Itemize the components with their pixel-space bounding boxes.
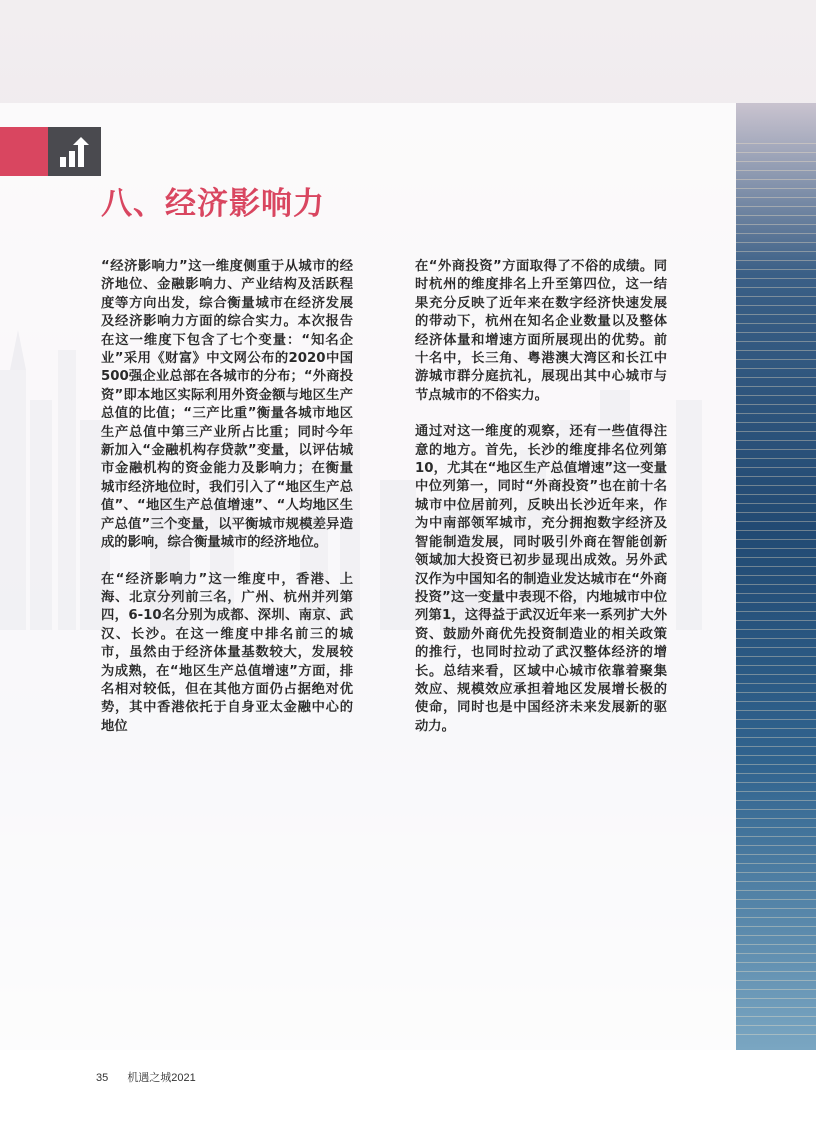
tower-floor-line: [736, 530, 816, 531]
tower-floor-line: [736, 557, 816, 558]
tower-floor-line: [736, 980, 816, 981]
tower-floor-line: [736, 611, 816, 612]
tower-floor-line: [736, 395, 816, 396]
tower-floor-line: [736, 782, 816, 783]
tower-floor-line: [736, 845, 816, 846]
tower-floor-line: [736, 656, 816, 657]
tower-floor-line: [736, 404, 816, 405]
tower-floor-line: [736, 305, 816, 306]
tower-floor-line: [736, 926, 816, 927]
page-footer: [96, 1069, 196, 1085]
tower-floor-line: [736, 854, 816, 855]
tower-floor-line: [736, 197, 816, 198]
tower-floor-line: [736, 665, 816, 666]
tower-floor-line: [736, 359, 816, 360]
tower-floor-line: [736, 233, 816, 234]
tower-floor-line: [736, 638, 816, 639]
tower-floor-line: [736, 179, 816, 180]
right-column: [415, 258, 667, 754]
tower-floor-line: [736, 386, 816, 387]
section-title: 八、经济影响力: [101, 186, 325, 222]
tower-floor-line: [736, 188, 816, 189]
tower-floor-line: [736, 692, 816, 693]
tower-floor-line: [736, 953, 816, 954]
tower-floor-line: [736, 278, 816, 279]
tower-floor-line: [736, 242, 816, 243]
tower-floor-line: [736, 989, 816, 990]
tower-floor-line: [736, 908, 816, 909]
tower-floor-line: [736, 206, 816, 207]
bar-chart-growth-icon: [58, 135, 92, 169]
tower-floor-line: [736, 368, 816, 369]
tower-floor-line: [736, 431, 816, 432]
tower-floor-line: [736, 1016, 816, 1017]
tower-floor-line: [736, 935, 816, 936]
tower-photo-strip: [736, 103, 816, 1050]
tower-floor-line: [736, 1034, 816, 1035]
tower-floor-line: [736, 539, 816, 540]
tower-floor-line: [736, 1025, 816, 1026]
tower-floor-line: [736, 773, 816, 774]
tower-floor-line: [736, 701, 816, 702]
tower-floor-line: [736, 287, 816, 288]
tower-floor-line: [736, 881, 816, 882]
tower-floor-line: [736, 521, 816, 522]
tower-floor-line: [736, 728, 816, 729]
tower-floor-line: [736, 791, 816, 792]
tower-floor-line: [736, 899, 816, 900]
page-number: 35: [96, 1072, 109, 1084]
tower-floor-line: [736, 152, 816, 153]
tower-floor-line: [736, 584, 816, 585]
tower-floor-line: [736, 755, 816, 756]
tower-floor-line: [736, 422, 816, 423]
tower-floor-line: [736, 710, 816, 711]
tower-floor-line: [736, 683, 816, 684]
tower-floor-line: [736, 476, 816, 477]
section-accent-bar: [0, 127, 48, 176]
tower-floor-line: [736, 161, 816, 162]
tower-floor-line: [736, 890, 816, 891]
tower-floor-line: [736, 296, 816, 297]
tower-floor-line: [736, 458, 816, 459]
tower-floor-line: [736, 944, 816, 945]
tower-floor-line: [736, 647, 816, 648]
tower-floor-line: [736, 836, 816, 837]
tower-floor-line: [736, 413, 816, 414]
tower-floor-line: [736, 800, 816, 801]
tower-floor-line: [736, 269, 816, 270]
tower-floor-line: [736, 494, 816, 495]
tower-floor-line: [736, 170, 816, 171]
left-column: [101, 258, 353, 754]
tower-floor-line: [736, 548, 816, 549]
tower-floor-line: [736, 314, 816, 315]
tower-floor-line: [736, 962, 816, 963]
tower-floor-line: [736, 332, 816, 333]
tower-floor-line: [736, 719, 816, 720]
tower-floor-line: [736, 863, 816, 864]
tower-floor-line: [736, 224, 816, 225]
tower-floor-line: [736, 350, 816, 351]
left-paragraph-2: 在“经济影响力”这一维度中，香港、上海、北京分列前三名，广州、杭州并列第四，6-10名分别为成都、深圳、南京、武汉、长沙。在这一维度中排名前三的城市，虽然由于经济体量基数较大，发展较为成熟，在“地区生产总值增速”方面，排名相对较低，但在其他方面仍占据绝对优势，其中香港依托于自身亚太金融中心的地位: [101, 571, 353, 734]
tower-floor-line: [736, 440, 816, 441]
tower-floor-line: [736, 602, 816, 603]
tower-floor-line: [736, 1007, 816, 1008]
tower-floor-line: [736, 215, 816, 216]
tower-floor-line: [736, 737, 816, 738]
tower-floor-line: [736, 998, 816, 999]
tower-floor-line: [736, 764, 816, 765]
tower-floor-line: [736, 917, 816, 918]
tower-floor-line: [736, 467, 816, 468]
tower-floor-line: [736, 620, 816, 621]
tower-floor-line: [736, 341, 816, 342]
tower-floor-line: [736, 674, 816, 675]
publication-name: 机遇之城2021: [127, 1072, 196, 1084]
tower-floor-line: [736, 377, 816, 378]
tower-floor-line: [736, 512, 816, 513]
tower-floor-line: [736, 260, 816, 261]
tower-floor-line: [736, 818, 816, 819]
left-paragraph-1: “经济影响力”这一维度侧重于从城市的经济地位、金融影响力、产业结构及活跃程度等方向出发，综合衡量城市在经济发展及经济影响力方面的综合实力。本次报告在这一维度下包含了七个变量：“知名企业”采用《财富》中文网公布的2020中国500强企业总部在各城市的分布；“外商投资”即本地区实际利用外资金额与地区生产总值的比值；“三产比重”衡量各城市地区生产总值中第三产业所占比重；同时今年新加入“金融机构存贷款”变量，以评估城市金融机构的资金能力及影响力；在衡量城市经济地位时，我们引入了“地区生产总值”、“地区生产总值增速”、“人均地区生产总值”三个变量，以平衡城市规模差异造成的影响，综合衡量城市的经济地位。: [101, 259, 353, 551]
tower-floor-line: [736, 575, 816, 576]
tower-floor-line: [736, 872, 816, 873]
tower-floor-line: [736, 323, 816, 324]
tower-floor-line: [736, 746, 816, 747]
tower-floor-line: [736, 449, 816, 450]
tower-floor-line: [736, 629, 816, 630]
right-paragraph-2: 通过对这一维度的观察，还有一些值得注意的地方。首先，长沙的维度排名位列第10，尤其在“地区生产总值增速”这一变量中位列第一，同时“外商投资”也在前十名城市中位居前列，反映出长沙近年来，作为中南部领军城市，充分拥抱数字经济及智能制造发展，同时吸引外商在智能创新领域加大投资已初步显现出成效。另外武汉作为中国知名的制造业发达城市在“外商投资”这一变量中表现不俗，内地城市中位列第1，这得益于武汉近年来一系列扩大外资、鼓励外商优先投资制造业的相关政策的推行，也同时拉动了武汉整体经济的增长。总结来看，区域中心城市依靠着聚集效应、规模效应承担着地区发展增长极的使命，同时也是中国经济未来发展新的驱动力。: [415, 424, 667, 734]
tower-floor-line: [736, 827, 816, 828]
tower-floor-line: [736, 143, 816, 144]
tower-floor-line: [736, 251, 816, 252]
right-paragraph-1: 在“外商投资”方面取得了不俗的成绩。同时杭州的维度排名上升至第四位，这一结果充分反映了近年来在数字经济快速发展的带动下，杭州在知名企业数量以及整体经济体量和增速方面所展现出的优势。前十名中，长三角、粤港澳大湾区和长江中游城市群分庭抗礼，展现出其中心城市与节点城市的不俗实力。: [415, 259, 667, 403]
tower-floor-line: [736, 971, 816, 972]
tower-floor-line: [736, 566, 816, 567]
tower-floor-line: [736, 503, 816, 504]
tower-floor-line: [736, 593, 816, 594]
section-icon-box: [48, 127, 101, 176]
tower-floor-line: [736, 809, 816, 810]
tower-floor-line: [736, 485, 816, 486]
